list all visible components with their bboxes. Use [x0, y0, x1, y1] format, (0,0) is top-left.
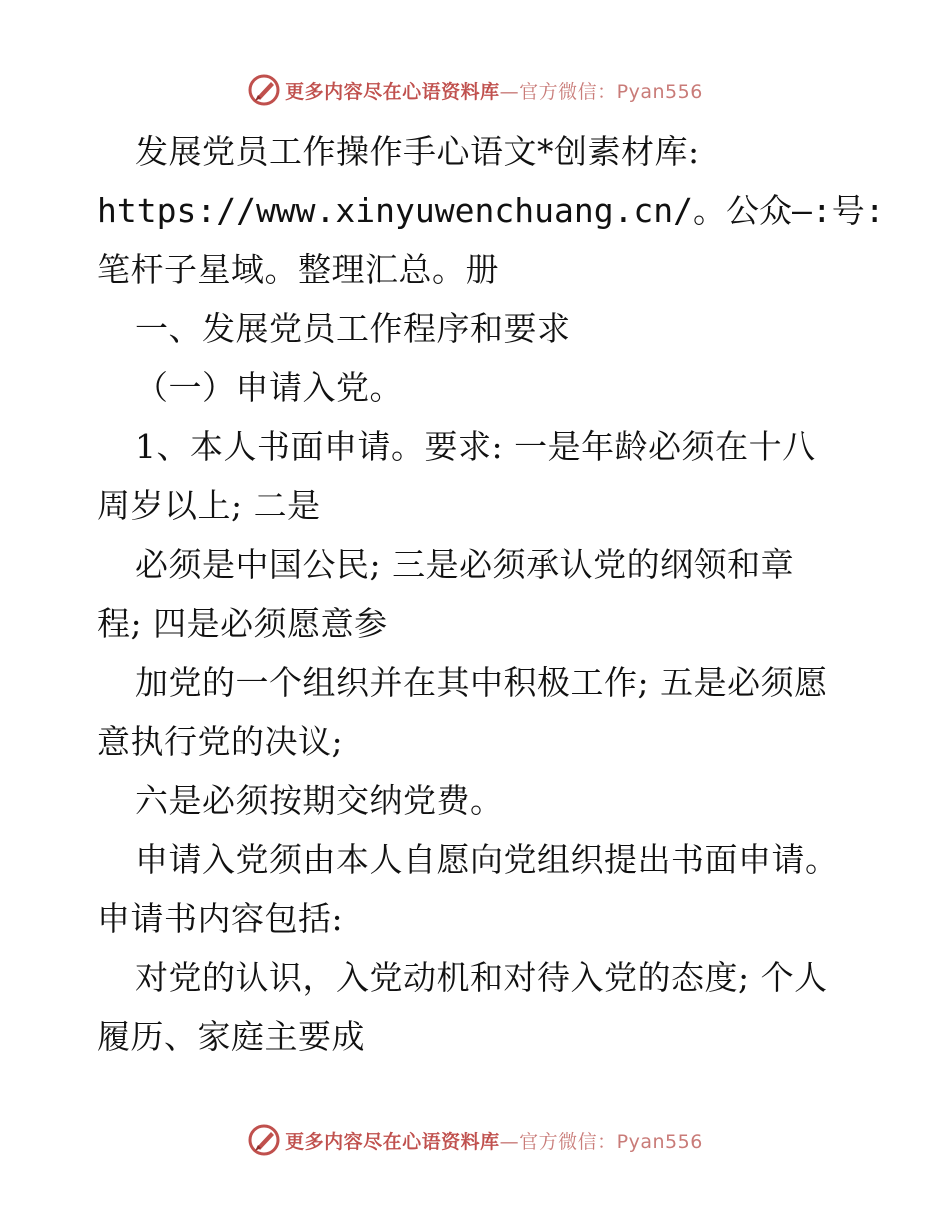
text-line: 六是必须按期交纳党费。: [135, 781, 504, 820]
header-banner: [0, 70, 950, 110]
text-line: 加党的一个组织并在其中积极工作; 五是必须愿: [135, 663, 828, 702]
banner-brand-text: 更多内容尽在心语资料库: [285, 1130, 500, 1153]
text-line: 履历、家庭主要成: [97, 1017, 365, 1056]
text-line: 必须是中国公民; 三是必须承认党的纲领和章: [135, 545, 795, 584]
text-line: 1、本人书面申请。要求: 一是年龄必须在十八: [135, 427, 816, 466]
banner-wechat-text: —官方微信：Pyan556: [499, 1130, 703, 1153]
text-line: 对党的认识，入党动机和对待入党的态度; 个人: [135, 958, 828, 997]
text-line: 申请入党须由本人自愿向党组织提出书面申请。: [135, 840, 839, 879]
banner-title: [285, 77, 703, 104]
text-line: 周岁以上; 二是: [97, 486, 321, 525]
footer-banner: [0, 1120, 950, 1160]
text-line: 笔杆子星域。整理汇总。册: [97, 250, 499, 289]
text-line: 程; 四是必须愿意参: [97, 604, 388, 643]
banner-wechat-text: —官方微信：Pyan556: [499, 80, 703, 103]
banner-brand-text: 更多内容尽在心语资料库: [285, 80, 500, 103]
text-line: 一、发展党员工作程序和要求: [135, 309, 571, 348]
text-line: 意执行党的决议;: [97, 722, 344, 761]
banner-title: [285, 1127, 703, 1154]
logo-icon: [247, 73, 281, 107]
text-line: https://www.xinyuwenchuang.cn/。公众—:号:: [97, 191, 885, 230]
document-body: [97, 122, 885, 1066]
text-line: （一）申请入党。: [135, 368, 403, 407]
text-line: 发展党员工作操作手心语文*创素材库:: [135, 132, 700, 171]
text-line: 申请书内容包括:: [97, 899, 344, 938]
logo-icon: [247, 1123, 281, 1157]
